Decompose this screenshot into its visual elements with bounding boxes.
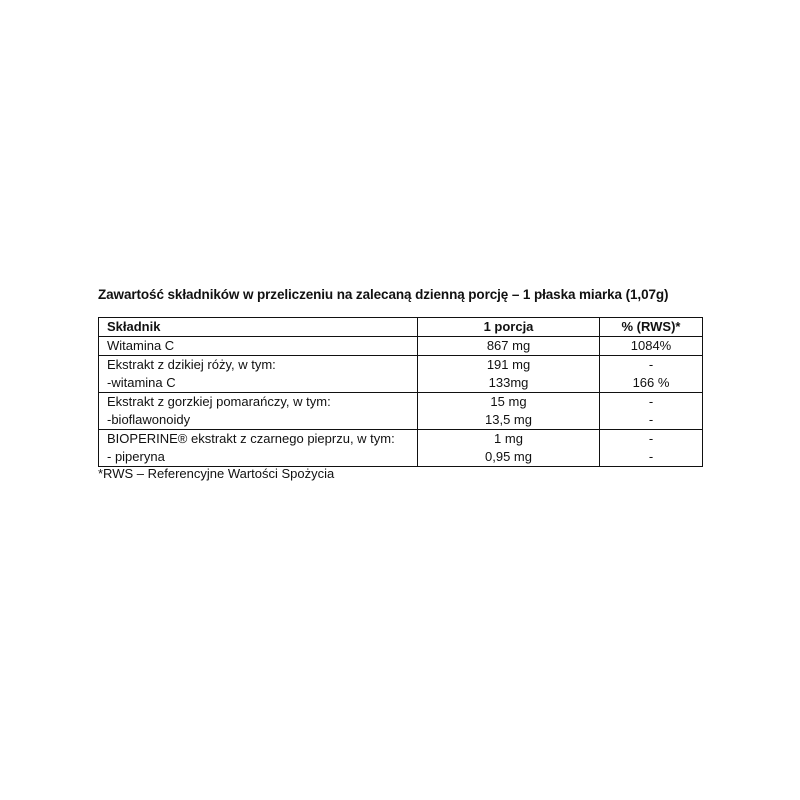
amount-cell bbox=[418, 430, 600, 467]
rws-cell bbox=[600, 356, 703, 393]
amount-value: 133mg bbox=[488, 375, 529, 390]
rws-value: - bbox=[648, 394, 654, 409]
amount-value: 15 mg bbox=[490, 394, 527, 409]
ingredient-name: Ekstrakt z gorzkiej pomarańczy, w tym: bbox=[107, 394, 331, 409]
footnote: *RWS – Referencyjne Wartości Spożycia bbox=[98, 466, 335, 481]
table-row bbox=[99, 393, 703, 430]
rws-value: - bbox=[648, 431, 654, 446]
rws-cell bbox=[600, 430, 703, 467]
amount-value: 1 mg bbox=[494, 431, 523, 446]
rws-value: 166 % bbox=[632, 375, 670, 390]
ingredient-subitem: - piperyna bbox=[107, 449, 165, 464]
ingredient-cell bbox=[99, 393, 418, 430]
amount-value: 0,95 mg bbox=[485, 449, 532, 464]
amount-value: 13,5 mg bbox=[485, 412, 532, 427]
rws-cell bbox=[600, 337, 703, 356]
header-rws: % (RWS)* bbox=[600, 318, 703, 337]
ingredient-subitem: -bioflawonoidy bbox=[107, 412, 191, 427]
ingredient-cell bbox=[99, 430, 418, 467]
amount-value: 191 mg bbox=[486, 357, 531, 372]
ingredient-cell bbox=[99, 337, 418, 356]
ingredient-name: Ekstrakt z dzikiej róży, w tym: bbox=[107, 357, 276, 372]
rws-value: - bbox=[648, 412, 654, 427]
nutrition-table bbox=[98, 317, 703, 467]
page-title: Zawartość składników w przeliczeniu na zalecaną dzienną porcję – 1 płaska miarka (1,07g) bbox=[98, 287, 669, 302]
rws-cell bbox=[600, 393, 703, 430]
table-header-row bbox=[99, 318, 703, 337]
rws-value: - bbox=[648, 357, 654, 372]
ingredient-name: BIOPERINE® ekstrakt z czarnego pieprzu, w tym: bbox=[107, 431, 395, 446]
header-amount: 1 porcja bbox=[418, 318, 600, 337]
header-ingredient: Składnik bbox=[99, 318, 418, 337]
ingredient-subitem: -witamina C bbox=[107, 375, 176, 390]
table-row bbox=[99, 337, 703, 356]
rws-value: 1084% bbox=[630, 338, 672, 353]
amount-cell bbox=[418, 393, 600, 430]
amount-cell bbox=[418, 356, 600, 393]
table-row bbox=[99, 430, 703, 467]
amount-value: 867 mg bbox=[486, 338, 531, 353]
amount-cell bbox=[418, 337, 600, 356]
ingredient-name: Witamina C bbox=[107, 338, 175, 353]
rws-value: - bbox=[648, 449, 654, 464]
table-row bbox=[99, 356, 703, 393]
ingredient-cell bbox=[99, 356, 418, 393]
